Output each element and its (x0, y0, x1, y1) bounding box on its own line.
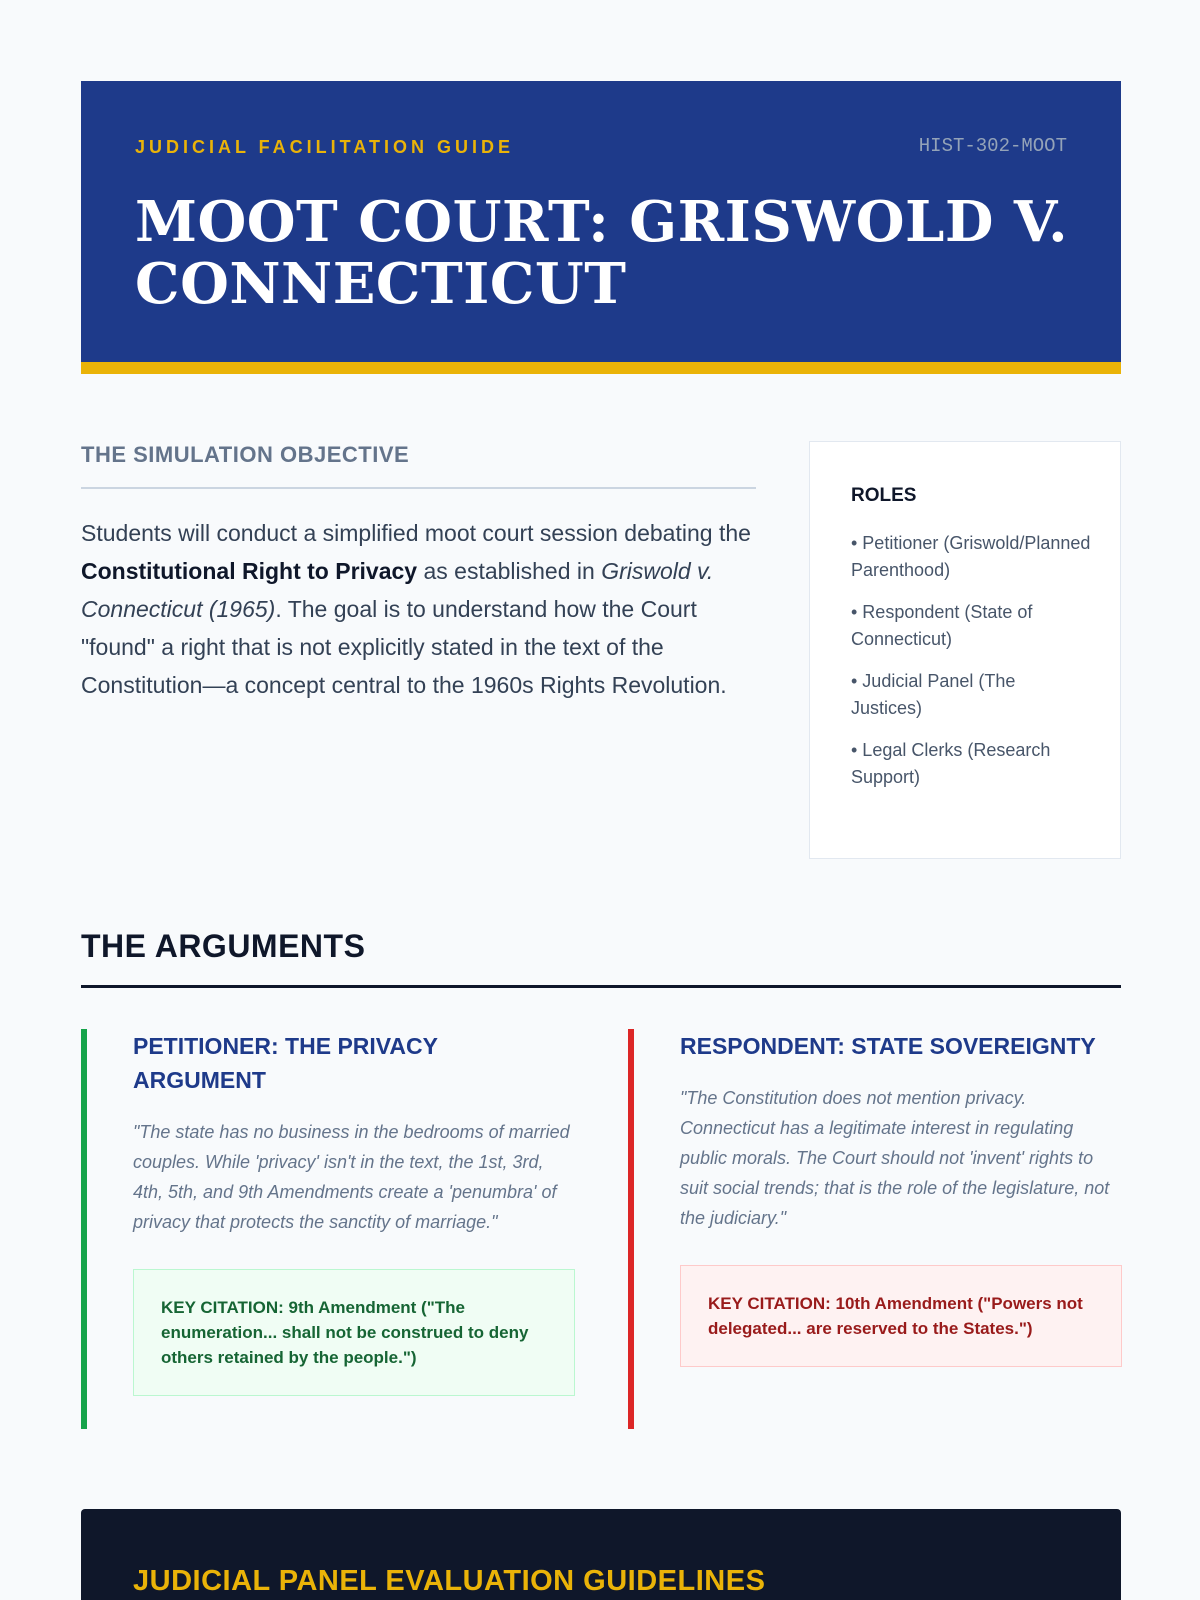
role-item-legal-clerks: • Legal Clerks (Research Support) (851, 740, 1051, 787)
objective-text-part-2: as established in (417, 558, 602, 584)
evaluation-heading: JUDICIAL PANEL EVALUATION GUIDELINES (133, 1565, 766, 1597)
objective-text-part-3: . The goal is to understand how the Court "found" a right that is not explicitly stated in the text of the Constitution—a concept central to the 1960s Rights Revolution. (81, 596, 727, 698)
roles-title: ROLES (851, 485, 917, 506)
roles-list (851, 530, 1091, 806)
petitioner-citation: KEY CITATION: 9th Amendment ("The enumeration... shall not be construed to deny others retained by the people.") (133, 1269, 575, 1396)
evaluation-section (81, 1509, 1121, 1600)
objective-text-bold: Constitutional Right to Privacy (81, 558, 418, 584)
objective-heading: THE SIMULATION OBJECTIVE (81, 442, 410, 467)
respondent-citation: KEY CITATION: 10th Amendment ("Powers not delegated... are reserved to the States.") (680, 1265, 1122, 1367)
page-header (81, 81, 1121, 374)
respondent-title: RESPONDENT: STATE SOVEREIGNTY (680, 1033, 1096, 1059)
roles-card (809, 441, 1121, 859)
arguments-divider (81, 985, 1121, 988)
petitioner-quote: "The state has no business in the bedrooms of married couples. While 'privacy' isn't in the text, the 1st, 3rd, 4th, 5th, and 9th Amendments create a 'penumbra' of privacy that protects the sanctity of marriage." (133, 1122, 570, 1232)
role-item-judicial-panel: • Judicial Panel (The Justices) (851, 671, 1016, 718)
objective-text-case-name: Griswold v. Connecticut (1965) (81, 558, 714, 622)
role-item-petitioner: • Petitioner (Griswold/Planned Parenthood) (851, 533, 1091, 580)
course-code: HIST-302-MOOT (918, 135, 1067, 157)
objective-text (81, 514, 751, 704)
petitioner-title: PETITIONER: THE PRIVACY ARGUMENT (133, 1033, 438, 1093)
guide-eyebrow: JUDICIAL FACILITATION GUIDE (135, 137, 515, 157)
role-item-respondent: • Respondent (State of Connecticut) (851, 602, 1033, 649)
arguments-heading: THE ARGUMENTS (81, 928, 366, 964)
respondent-argument (628, 1029, 1122, 1429)
objective-text-part-1: Students will conduct a simplified moot court session debating the (81, 520, 751, 546)
respondent-quote: "The Constitution does not mention privacy. Connecticut has a legitimate interest in regulating public morals. The Court should not 'invent' rights to suit social trends; that is the role of the legislature, not the judiciary." (680, 1088, 1110, 1228)
objective-divider (81, 487, 756, 489)
page-title: MOOT COURT: GRISWOLD V. CONNECTICUT (135, 189, 1069, 317)
petitioner-argument (81, 1029, 575, 1429)
